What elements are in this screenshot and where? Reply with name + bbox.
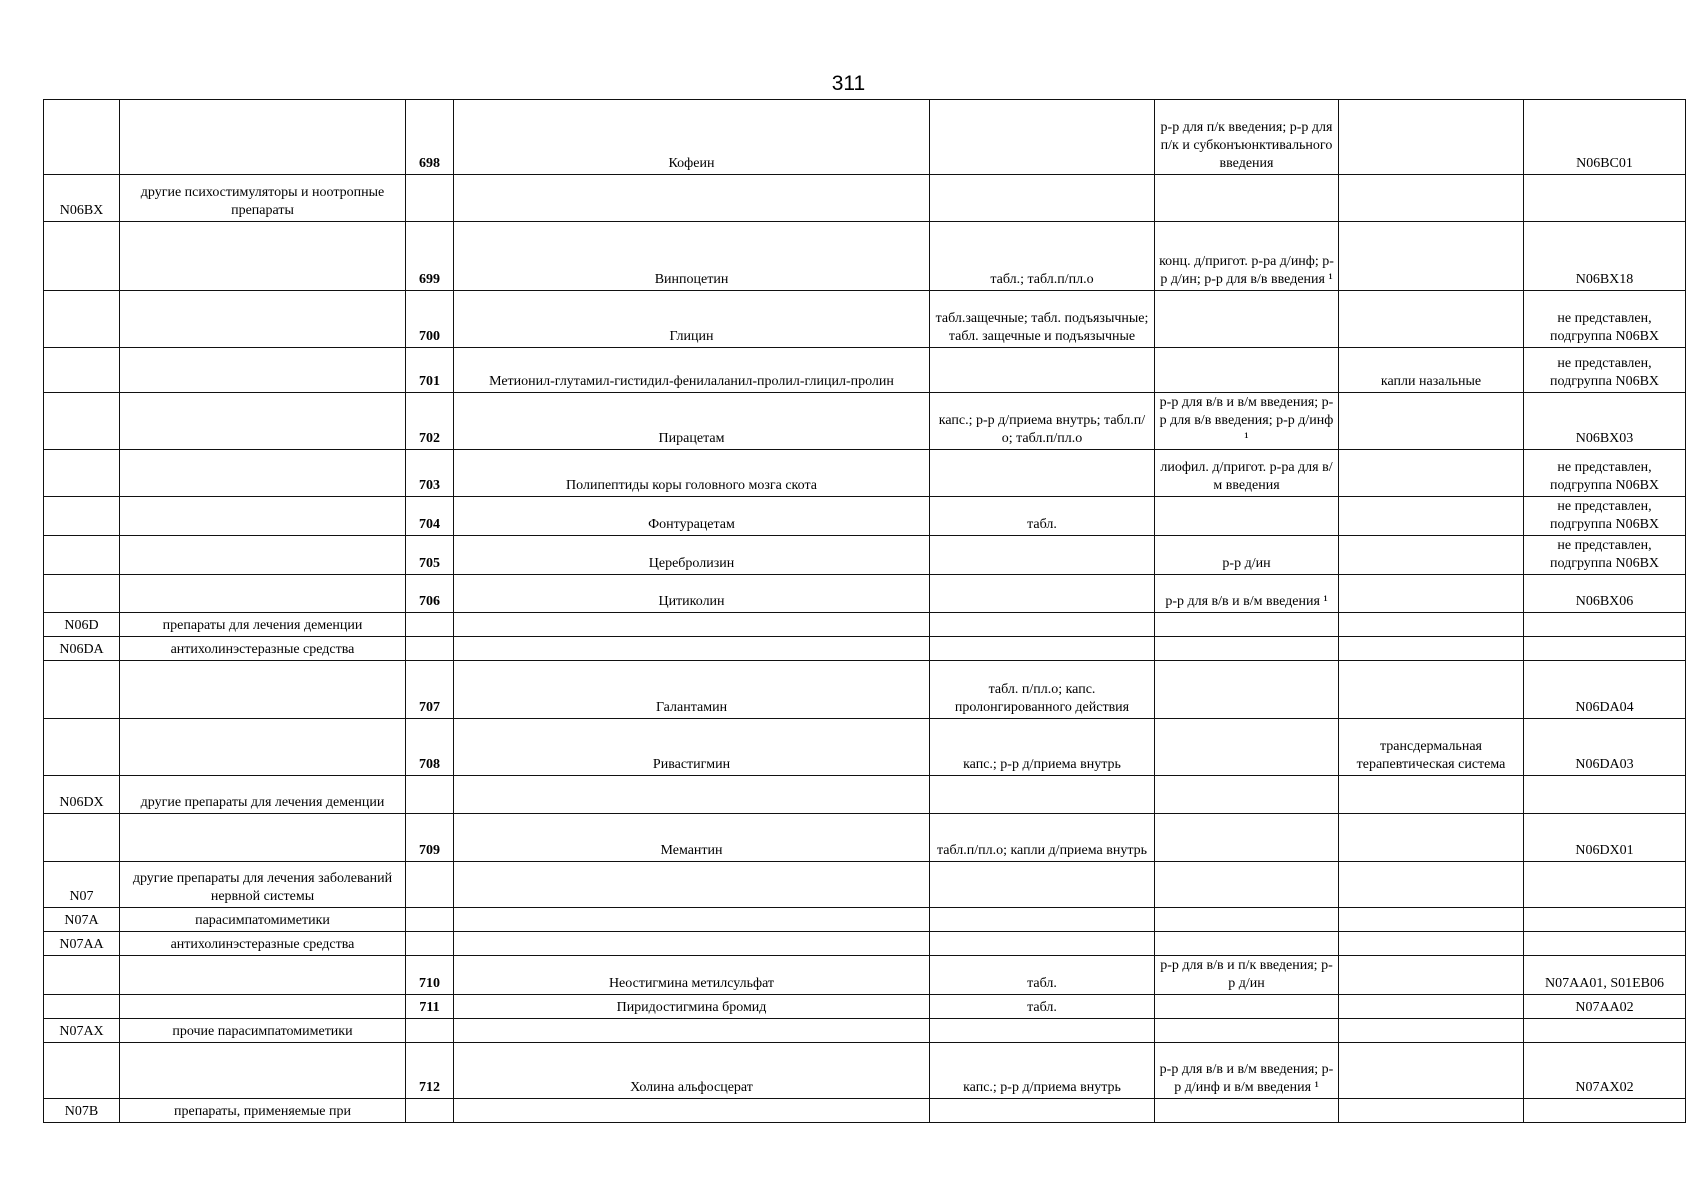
group-name-cell: другие препараты для лечения заболеваний нервной системы — [120, 862, 406, 908]
drug-name-cell — [454, 613, 930, 637]
oral-forms-cell — [930, 536, 1155, 575]
injection-forms-cell: конц. д/пригот. р-ра д/инф; р-р д/ин; р-р для в/в введения ¹ — [1155, 222, 1339, 291]
oral-forms-cell: табл.п/пл.о; капли д/приема внутрь — [930, 814, 1155, 862]
row-number-cell: 711 — [406, 995, 454, 1019]
injection-forms-cell — [1155, 661, 1339, 719]
drug-name-cell — [454, 932, 930, 956]
atc-code-cell: не представлен, подгруппа N06BX — [1524, 450, 1686, 497]
other-forms-cell — [1339, 497, 1524, 536]
group-name-cell — [120, 291, 406, 348]
group-name-cell — [120, 956, 406, 995]
drug-name-cell: Пирацетам — [454, 393, 930, 450]
atc-code-cell: не представлен, подгруппа N06BX — [1524, 536, 1686, 575]
group-name-cell: парасимпатомиметики — [120, 908, 406, 932]
atc-group-code-cell: N07 — [44, 862, 120, 908]
row-number-cell: 712 — [406, 1043, 454, 1099]
other-forms-cell — [1339, 575, 1524, 613]
atc-code-cell — [1524, 776, 1686, 814]
atc-group-code-cell: N06DA — [44, 637, 120, 661]
other-forms-cell — [1339, 536, 1524, 575]
other-forms-cell — [1339, 1019, 1524, 1043]
atc-code-cell: N07AA02 — [1524, 995, 1686, 1019]
group-name-cell — [120, 1043, 406, 1099]
table-row — [44, 100, 1686, 175]
row-number-cell: 698 — [406, 100, 454, 175]
oral-forms-cell: капс.; р-р д/приема внутрь — [930, 719, 1155, 776]
drug-name-cell — [454, 862, 930, 908]
oral-forms-cell: капс.; р-р д/приема внутрь — [930, 1043, 1155, 1099]
group-name-cell — [120, 814, 406, 862]
table-row — [44, 497, 1686, 536]
atc-group-code-cell — [44, 661, 120, 719]
atc-group-code-cell — [44, 719, 120, 776]
table-row — [44, 450, 1686, 497]
table-row — [44, 956, 1686, 995]
drug-name-cell — [454, 776, 930, 814]
row-number-cell — [406, 1019, 454, 1043]
drug-name-cell — [454, 908, 930, 932]
oral-forms-cell — [930, 100, 1155, 175]
drug-name-cell: Метионил-глутамил-гистидил-фенилаланил-пролил-глицил-пролин — [454, 348, 930, 393]
group-name-cell — [120, 100, 406, 175]
row-number-cell — [406, 613, 454, 637]
atc-code-cell: N06BX06 — [1524, 575, 1686, 613]
atc-group-code-cell: N07B — [44, 1099, 120, 1123]
injection-forms-cell — [1155, 175, 1339, 222]
other-forms-cell — [1339, 393, 1524, 450]
injection-forms-cell — [1155, 348, 1339, 393]
row-number-cell: 700 — [406, 291, 454, 348]
oral-forms-cell — [930, 575, 1155, 613]
drug-name-cell: Фонтурацетам — [454, 497, 930, 536]
drug-name-cell — [454, 1099, 930, 1123]
injection-forms-cell: лиофил. д/пригот. р-ра для в/м введения — [1155, 450, 1339, 497]
other-forms-cell — [1339, 956, 1524, 995]
other-forms-cell — [1339, 450, 1524, 497]
atc-code-cell: N06BX18 — [1524, 222, 1686, 291]
atc-group-code-cell — [44, 348, 120, 393]
other-forms-cell — [1339, 776, 1524, 814]
injection-forms-cell — [1155, 908, 1339, 932]
atc-code-cell — [1524, 908, 1686, 932]
group-name-cell: препараты для лечения деменции — [120, 613, 406, 637]
injection-forms-cell: р-р для п/к введения; р-р для п/к и субконъюнктивального введения — [1155, 100, 1339, 175]
drug-name-cell — [454, 1019, 930, 1043]
other-forms-cell — [1339, 995, 1524, 1019]
other-forms-cell — [1339, 661, 1524, 719]
atc-code-cell: N06DA03 — [1524, 719, 1686, 776]
group-name-cell: антихолинэстеразные средства — [120, 932, 406, 956]
other-forms-cell — [1339, 932, 1524, 956]
injection-forms-cell: р-р для в/в и п/к введения; р-р д/ин — [1155, 956, 1339, 995]
atc-group-code-cell — [44, 222, 120, 291]
injection-forms-cell — [1155, 637, 1339, 661]
drug-name-cell: Ривастигмин — [454, 719, 930, 776]
row-number-cell — [406, 862, 454, 908]
injection-forms-cell — [1155, 862, 1339, 908]
row-number-cell: 699 — [406, 222, 454, 291]
oral-forms-cell — [930, 862, 1155, 908]
row-number-cell: 705 — [406, 536, 454, 575]
row-number-cell — [406, 637, 454, 661]
oral-forms-cell — [930, 1019, 1155, 1043]
atc-group-code-cell: N07AA — [44, 932, 120, 956]
atc-group-code-cell — [44, 497, 120, 536]
oral-forms-cell: капс.; р-р д/приема внутрь; табл.п/о; табл.п/пл.о — [930, 393, 1155, 450]
group-name-cell: антихолинэстеразные средства — [120, 637, 406, 661]
drug-name-cell — [454, 175, 930, 222]
atc-group-code-cell: N07AX — [44, 1019, 120, 1043]
row-number-cell — [406, 908, 454, 932]
oral-forms-cell — [930, 776, 1155, 814]
group-name-cell — [120, 450, 406, 497]
other-forms-cell: трансдермальная терапевтическая система — [1339, 719, 1524, 776]
injection-forms-cell: р-р для в/в и в/м введения; р-р для в/в введения; р-р д/инф ¹ — [1155, 393, 1339, 450]
oral-forms-cell: табл.; табл.п/пл.о — [930, 222, 1155, 291]
atc-group-code-cell: N06D — [44, 613, 120, 637]
injection-forms-cell — [1155, 719, 1339, 776]
row-number-cell — [406, 1099, 454, 1123]
table-row — [44, 908, 1686, 932]
atc-group-code-cell: N06DX — [44, 776, 120, 814]
table-row — [44, 536, 1686, 575]
oral-forms-cell: табл. п/пл.о; капс. пролонгированного действия — [930, 661, 1155, 719]
atc-code-cell: не представлен, подгруппа N06BX — [1524, 348, 1686, 393]
group-name-cell: другие препараты для лечения деменции — [120, 776, 406, 814]
row-number-cell: 703 — [406, 450, 454, 497]
oral-forms-cell — [930, 348, 1155, 393]
injection-forms-cell — [1155, 497, 1339, 536]
group-name-cell — [120, 719, 406, 776]
row-number-cell: 710 — [406, 956, 454, 995]
other-forms-cell — [1339, 1043, 1524, 1099]
atc-group-code-cell — [44, 956, 120, 995]
drug-table — [43, 99, 1686, 1123]
row-number-cell — [406, 776, 454, 814]
row-number-cell — [406, 175, 454, 222]
atc-code-cell: не представлен, подгруппа N06BX — [1524, 291, 1686, 348]
page-number: 311 — [831, 72, 866, 95]
table-row — [44, 995, 1686, 1019]
injection-forms-cell — [1155, 932, 1339, 956]
table-row — [44, 175, 1686, 222]
group-name-cell — [120, 348, 406, 393]
atc-code-cell — [1524, 175, 1686, 222]
group-name-cell — [120, 995, 406, 1019]
group-name-cell: другие психостимуляторы и ноотропные препараты — [120, 175, 406, 222]
atc-group-code-cell: N07A — [44, 908, 120, 932]
group-name-cell — [120, 575, 406, 613]
table-row — [44, 776, 1686, 814]
atc-code-cell — [1524, 862, 1686, 908]
atc-group-code-cell — [44, 393, 120, 450]
atc-group-code-cell — [44, 995, 120, 1019]
atc-group-code-cell — [44, 1043, 120, 1099]
table-row — [44, 932, 1686, 956]
drug-name-cell: Галантамин — [454, 661, 930, 719]
drug-name-cell: Холина альфосцерат — [454, 1043, 930, 1099]
row-number-cell: 702 — [406, 393, 454, 450]
injection-forms-cell — [1155, 1019, 1339, 1043]
group-name-cell: препараты, применяемые при — [120, 1099, 406, 1123]
injection-forms-cell: р-р д/ин — [1155, 536, 1339, 575]
table-row — [44, 862, 1686, 908]
table-row — [44, 1043, 1686, 1099]
oral-forms-cell — [930, 932, 1155, 956]
table-row — [44, 1099, 1686, 1123]
atc-group-code-cell: N06BX — [44, 175, 120, 222]
table-row — [44, 1019, 1686, 1043]
atc-code-cell: N07AX02 — [1524, 1043, 1686, 1099]
table-row — [44, 814, 1686, 862]
table-row — [44, 719, 1686, 776]
atc-group-code-cell — [44, 536, 120, 575]
table-row — [44, 661, 1686, 719]
group-name-cell — [120, 497, 406, 536]
atc-code-cell: N06BX03 — [1524, 393, 1686, 450]
other-forms-cell — [1339, 100, 1524, 175]
injection-forms-cell — [1155, 995, 1339, 1019]
group-name-cell — [120, 661, 406, 719]
atc-code-cell: не представлен, подгруппа N06BX — [1524, 497, 1686, 536]
oral-forms-cell: табл. — [930, 956, 1155, 995]
injection-forms-cell — [1155, 291, 1339, 348]
row-number-cell: 704 — [406, 497, 454, 536]
oral-forms-cell — [930, 175, 1155, 222]
table-row — [44, 637, 1686, 661]
row-number-cell: 708 — [406, 719, 454, 776]
injection-forms-cell — [1155, 613, 1339, 637]
other-forms-cell: капли назальные — [1339, 348, 1524, 393]
table-row — [44, 348, 1686, 393]
atc-code-cell — [1524, 932, 1686, 956]
table-body — [44, 100, 1686, 1123]
atc-code-cell: N07AA01, S01EB06 — [1524, 956, 1686, 995]
drug-name-cell: Глицин — [454, 291, 930, 348]
row-number-cell — [406, 932, 454, 956]
other-forms-cell — [1339, 222, 1524, 291]
atc-group-code-cell — [44, 100, 120, 175]
other-forms-cell — [1339, 814, 1524, 862]
atc-group-code-cell — [44, 575, 120, 613]
injection-forms-cell — [1155, 776, 1339, 814]
group-name-cell — [120, 222, 406, 291]
other-forms-cell — [1339, 862, 1524, 908]
drug-name-cell: Полипептиды коры головного мозга скота — [454, 450, 930, 497]
oral-forms-cell — [930, 1099, 1155, 1123]
drug-name-cell: Мемантин — [454, 814, 930, 862]
oral-forms-cell — [930, 450, 1155, 497]
atc-group-code-cell — [44, 291, 120, 348]
injection-forms-cell: р-р для в/в и в/м введения ¹ — [1155, 575, 1339, 613]
oral-forms-cell: табл. — [930, 497, 1155, 536]
injection-forms-cell: р-р для в/в и в/м введения; р-р д/инф и в/м введения ¹ — [1155, 1043, 1339, 1099]
group-name-cell — [120, 393, 406, 450]
atc-code-cell — [1524, 613, 1686, 637]
atc-code-cell: N06BC01 — [1524, 100, 1686, 175]
row-number-cell: 706 — [406, 575, 454, 613]
oral-forms-cell — [930, 613, 1155, 637]
drug-name-cell: Церебролизин — [454, 536, 930, 575]
other-forms-cell — [1339, 1099, 1524, 1123]
injection-forms-cell — [1155, 814, 1339, 862]
other-forms-cell — [1339, 637, 1524, 661]
atc-group-code-cell — [44, 814, 120, 862]
table-row — [44, 222, 1686, 291]
group-name-cell: прочие парасимпатомиметики — [120, 1019, 406, 1043]
table-row — [44, 613, 1686, 637]
atc-code-cell — [1524, 637, 1686, 661]
atc-code-cell: N06DA04 — [1524, 661, 1686, 719]
drug-name-cell — [454, 637, 930, 661]
drug-name-cell: Неостигмина метилсульфат — [454, 956, 930, 995]
oral-forms-cell: табл.защечные; табл. подъязычные; табл. защечные и подъязычные — [930, 291, 1155, 348]
oral-forms-cell: табл. — [930, 995, 1155, 1019]
drug-name-cell: Кофеин — [454, 100, 930, 175]
row-number-cell: 707 — [406, 661, 454, 719]
atc-group-code-cell — [44, 450, 120, 497]
oral-forms-cell — [930, 908, 1155, 932]
other-forms-cell — [1339, 175, 1524, 222]
injection-forms-cell — [1155, 1099, 1339, 1123]
table-row — [44, 575, 1686, 613]
group-name-cell — [120, 536, 406, 575]
drug-name-cell: Винпоцетин — [454, 222, 930, 291]
drug-name-cell: Цитиколин — [454, 575, 930, 613]
atc-code-cell: N06DX01 — [1524, 814, 1686, 862]
table-row — [44, 393, 1686, 450]
other-forms-cell — [1339, 613, 1524, 637]
table-row — [44, 291, 1686, 348]
atc-code-cell — [1524, 1019, 1686, 1043]
drug-name-cell: Пиридостигмина бромид — [454, 995, 930, 1019]
other-forms-cell — [1339, 908, 1524, 932]
atc-code-cell — [1524, 1099, 1686, 1123]
other-forms-cell — [1339, 291, 1524, 348]
row-number-cell: 709 — [406, 814, 454, 862]
oral-forms-cell — [930, 637, 1155, 661]
row-number-cell: 701 — [406, 348, 454, 393]
